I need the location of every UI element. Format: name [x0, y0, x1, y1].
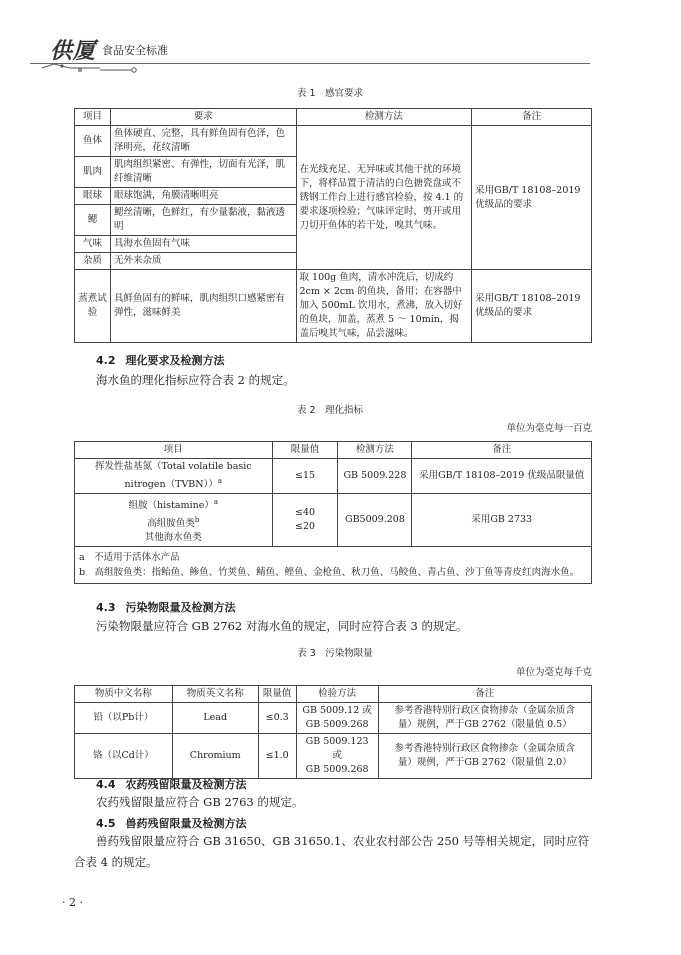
table2-notes-row [75, 547, 592, 584]
table-cell: 取 100g 鱼肉，清水冲洗后，切成约 2cm × 2cm 的鱼块，备用；在容器中加入 500mL 饮用水，煮沸，放入切好的鱼块，加盖，蒸煮 5 ～ 10min，揭盖后嗅其气味，品尝滋味。 [296, 270, 472, 343]
section-number: 4.2 [96, 354, 116, 367]
table-cell: 参考香港特别行政区食物掺杂（金属杂质含 量）规例，严于GB 2762（限量值 2.0） [378, 734, 591, 779]
table-row [75, 270, 592, 343]
table-cell [75, 459, 273, 494]
histamine-subtype-1: 高组胺鱼类$^b$ [147, 516, 200, 530]
table1-header-row [75, 109, 592, 126]
header-logo: 供厦 [50, 38, 97, 64]
table-cell: 铅（以Pb计） [75, 703, 173, 734]
limit-value: ≤40 [294, 507, 316, 519]
section-4-4-text: 农药残留限量应符合 GB 2763 的规定。 [96, 795, 304, 809]
table-cell: Chromium [172, 734, 258, 779]
table-cell [272, 494, 338, 547]
section-4-3-text: 污染物限量应符合 GB 2762 对海水鱼的规定，同时应符合表 3 的规定。 [96, 619, 468, 633]
table1-caption: 表 1 感官要求 [296, 88, 364, 99]
table1-header-req: 要求 [110, 109, 296, 126]
table2-header-row [75, 442, 592, 459]
table1-note-cell: 采用GB/T 18108–2019 优级品的要求 [472, 126, 592, 270]
table-cell: 蒸煮试验 [75, 270, 111, 343]
table-cell: ≤1.0 [258, 734, 296, 779]
section-number: 4.4 [96, 778, 116, 791]
table-cell: 杂质 [75, 253, 111, 270]
table-cell: 气味 [75, 236, 111, 253]
table-row [75, 734, 592, 779]
table-cell: ≤15 [272, 459, 338, 494]
table2-header-item: 项目 [75, 442, 273, 459]
footnote-a: a 不适用于活体水产品 [79, 552, 180, 564]
header-ornament [40, 60, 150, 76]
table1-header-method: 检测方法 [296, 109, 472, 126]
footnote-marker: a [213, 498, 219, 507]
tvbn-label-line1: 挥发性盐基氮（Total volatile basic [94, 461, 252, 472]
section-number: 4.3 [96, 601, 116, 614]
table-cell: 具海水鱼固有气味 [110, 236, 296, 253]
table-cell: 鱼体 [75, 126, 111, 157]
footnote-b: b 高组胺鱼类：指鲐鱼、鲹鱼、竹荚鱼、鲭鱼、鲣鱼、金枪鱼、秋刀鱼、马鲛鱼、青占鱼、沙丁鱼等青皮红肉海水鱼。 [79, 567, 580, 579]
table-cell: 肌肉 [75, 157, 111, 188]
table-cell: 眼球饱满，角膜清晰明亮 [110, 188, 296, 205]
table-cell: GB 5009.228 [338, 459, 412, 494]
table-cell: GB 5009.12 或 GB 5009.268 [296, 703, 378, 734]
section-number: 4.5 [96, 817, 116, 830]
table3-caption: 表 3 污染物限量 [297, 648, 373, 659]
section-title: 理化要求及检测方法 [125, 354, 225, 367]
histamine-subtype-2: 其他海水鱼类 [144, 532, 202, 544]
table-row [75, 703, 592, 734]
table1-header-item: 项目 [75, 109, 111, 126]
table2-header-limit: 限量值 [272, 442, 338, 459]
table-cell [75, 494, 273, 547]
table-cell: 参考香港特别行政区食物掺杂（金属杂质含 量）规例，严于GB 2762（限量值 0.5） [378, 703, 591, 734]
table-cell: 鳃 [75, 205, 111, 236]
table-cell: Lead [172, 703, 258, 734]
table3-header-row [75, 686, 592, 703]
table-cell: 采用GB/T 18108–2019 优级品的要求 [472, 270, 592, 343]
table-row [75, 126, 592, 157]
table1-header-note: 备注 [472, 109, 592, 126]
table2-header-method: 检测方法 [338, 442, 412, 459]
table-cell: 肌肉组织紧密、有弹性，切面有光泽，肌纤维清晰 [110, 157, 296, 188]
table2-notes [75, 547, 592, 584]
histamine-label: 组胺（histamine）$^a$ [128, 498, 219, 512]
table-row [75, 494, 592, 547]
section-4-5-heading [96, 815, 247, 831]
section-4-4-heading [96, 776, 247, 792]
table1 [74, 108, 592, 343]
section-4-3-heading [96, 599, 236, 615]
section-4-5-text-line2: 合表 4 的规定。 [74, 855, 158, 869]
table-cell: 鱼体硬直、完整，具有鲜鱼固有色泽，色泽明亮，花纹清晰 [110, 126, 296, 157]
limit-value: ≤20 [294, 521, 316, 533]
table3-header-en: 物质英文名称 [172, 686, 258, 703]
footnote-marker: a [217, 477, 223, 485]
header-title: 食品安全标准 [102, 44, 168, 57]
table3-header-limit: 限量值 [258, 686, 296, 703]
section-4-2-heading [96, 352, 225, 368]
table-cell: 采用GB 2733 [412, 494, 592, 547]
section-4-2-text: 海水鱼的理化指标应符合表 2 的规定。 [96, 373, 295, 387]
table-cell: 鳃丝清晰，色鲜红，有少量黏液，黏液透明 [110, 205, 296, 236]
table-row [75, 459, 592, 494]
section-title: 污染物限量及检测方法 [125, 601, 236, 614]
section-4-5-text-line1: 兽药残留限量应符合 GB 31650、GB 31650.1、农业农村部公告 250 号等相关规定，同时应符 [96, 834, 590, 848]
table3-header-note: 备注 [378, 686, 591, 703]
table-cell: 无外来杂质 [110, 253, 296, 270]
table-cell: GB 5009.123 或 GB 5009.268 [296, 734, 378, 779]
table3 [74, 685, 592, 779]
table2-header-note: 备注 [412, 442, 592, 459]
table-cell: 铬（以Cd计） [75, 734, 173, 779]
table3-header-method: 检验方法 [296, 686, 378, 703]
table1-method-cell: 在光线充足、无异味或其他干扰的环境下，将样品置于清洁的白色搪瓷盘或不锈钢工作台上进行感官检验，按 4.1 的要求逐项检验；气味评定时，剪开或用刀切开鱼体的若干处，嗅其气味。 [296, 126, 472, 270]
table-cell: 采用GB/T 18108–2019 优级品限量值 [412, 459, 592, 494]
footnote-marker: b [194, 516, 200, 525]
table-cell: ≤0.3 [258, 703, 296, 734]
table3-header-cn: 物质中文名称 [75, 686, 173, 703]
table-cell: 眼球 [75, 188, 111, 205]
table2-caption: 表 2 理化指标 [296, 405, 364, 416]
table2-unit: 单位为毫克每一百克 [506, 423, 592, 434]
tvbn-label-line2: nitrogen（TVBN））$^a$ [124, 477, 223, 491]
table-cell: 具鲜鱼固有的鲜味，肌肉组织口感紧密有弹性，滋味鲜美 [110, 270, 296, 343]
section-title: 兽药残留限量及检测方法 [125, 817, 247, 830]
page-number: · 2 · [62, 896, 83, 909]
table2 [74, 441, 592, 584]
table-cell: GB5009.208 [338, 494, 412, 547]
table3-unit: 单位为毫克每千克 [515, 667, 592, 678]
section-title: 农药残留限量及检测方法 [125, 778, 247, 791]
